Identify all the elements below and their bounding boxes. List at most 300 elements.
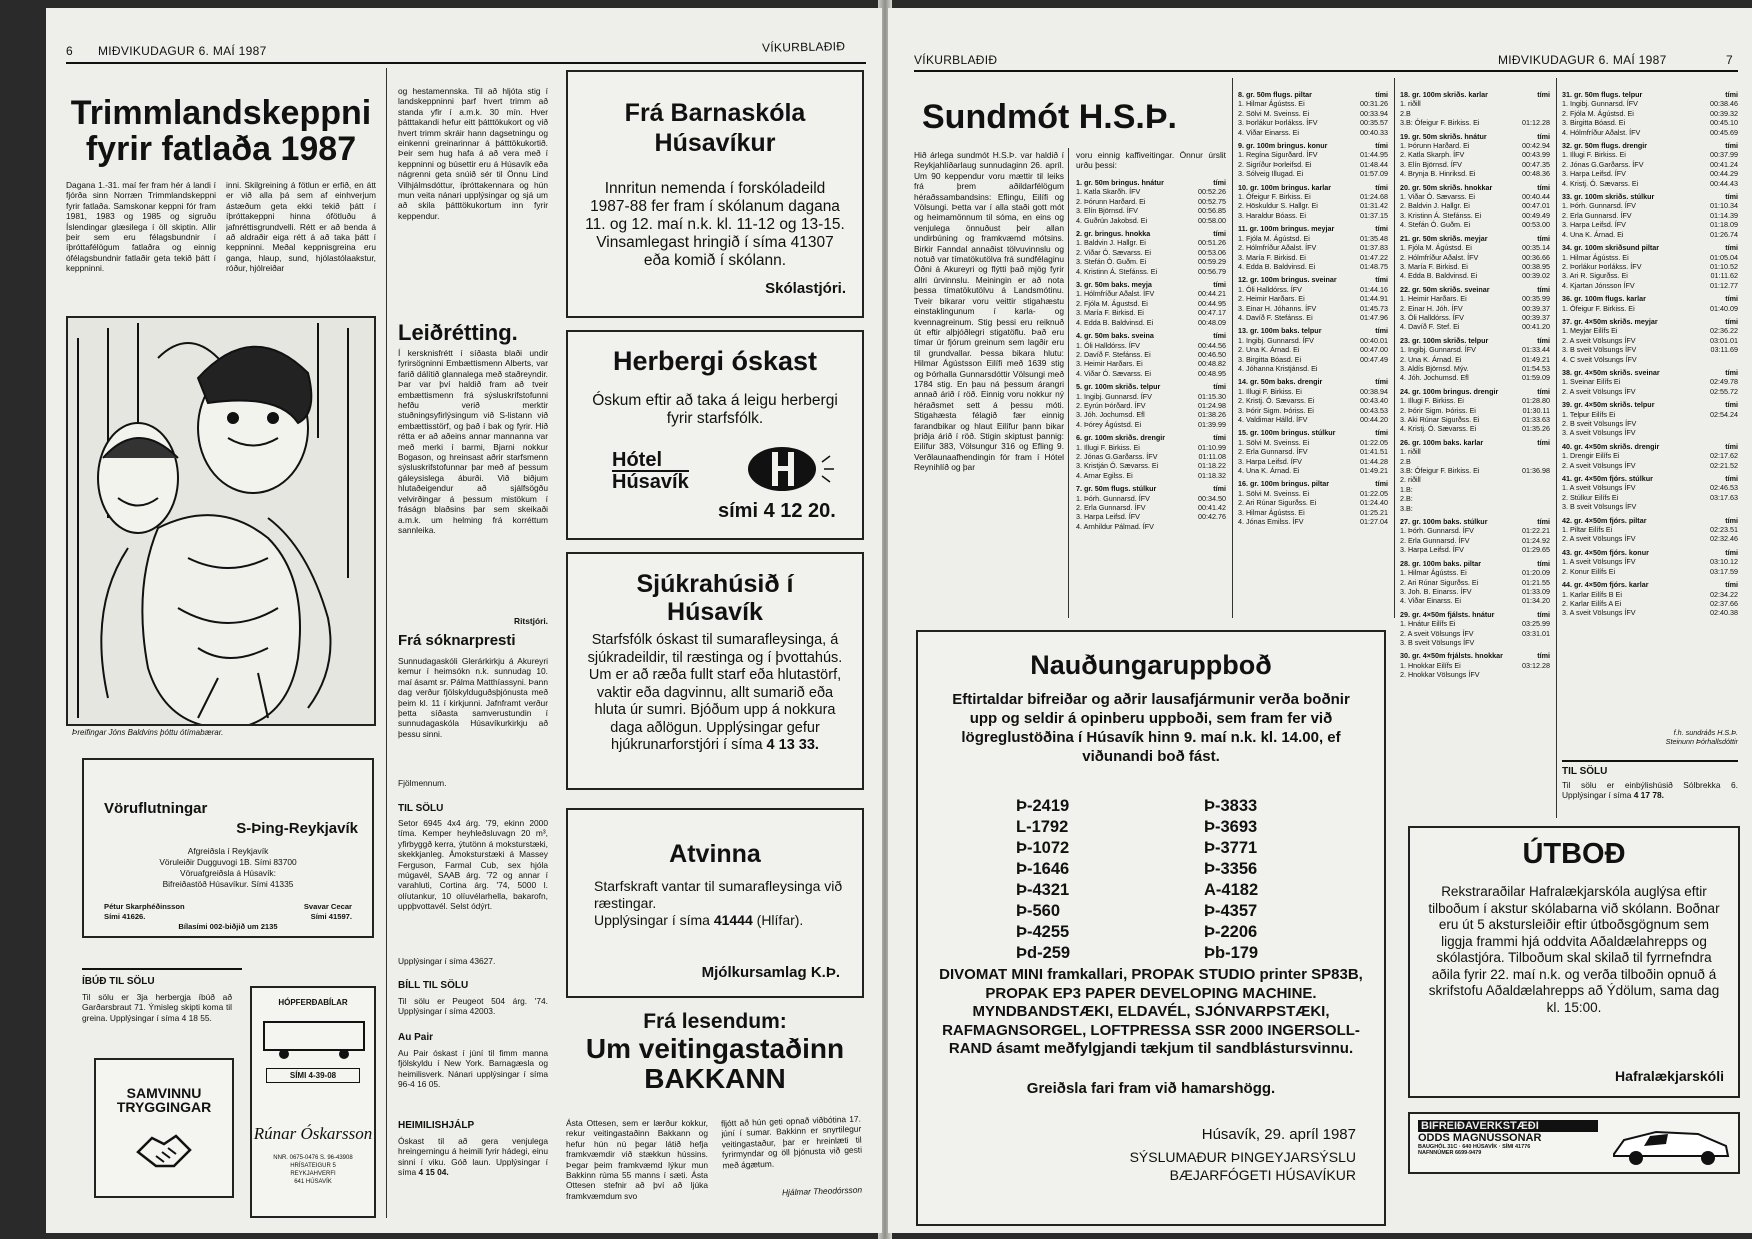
result-time: 01:18.32 — [1198, 470, 1226, 480]
result-event-unit: tími — [1213, 178, 1226, 187]
result-time: 00:44.29 — [1710, 169, 1738, 179]
result-row — [1562, 230, 1738, 239]
result-event — [1400, 90, 1550, 128]
result-swimmer: 2. Hólmfríður Aðalst. ÍFV — [1238, 243, 1317, 253]
result-row — [1400, 294, 1550, 303]
voruflutningar-right-name: Svavar Cecar — [303, 902, 352, 911]
atvinna-contact-a: Upplýsingar í síma — [594, 912, 714, 928]
result-swimmer: 2. Ari Rúnar Sigurðss. Ei — [1238, 498, 1317, 508]
result-event-unit: tími — [1725, 141, 1738, 151]
result-row — [1238, 128, 1388, 137]
result-event-unit: tími — [1375, 275, 1388, 285]
result-event-name: 24. gr. 100m bringus. drengir — [1400, 386, 1499, 396]
result-row — [1400, 345, 1550, 354]
result-event-name: 16. gr. 100m bringus. piltar — [1238, 479, 1330, 489]
naudungar-sign-1: SÝSLUMAÐUR ÞINGEYJARSÝSLU — [1129, 1149, 1356, 1165]
result-swimmer: 1. Illugi F. Birkiss. Ei — [1238, 386, 1302, 396]
result-time: 01:12.28 — [1522, 118, 1550, 128]
result-event-header — [1562, 474, 1738, 483]
result-swimmer: 1. Ingibj. Gunnarsd. ÍFV — [1238, 335, 1314, 345]
result-row — [1238, 169, 1388, 178]
result-swimmer: 2. A sveit Völsungs ÍFV — [1562, 386, 1636, 396]
result-event-name: 30. gr. 4×50m frjálsts. hnokkar — [1400, 651, 1503, 661]
result-swimmer: 3. Harpa Leifsd. ÍFV — [1076, 512, 1140, 522]
result-swimmer: 1. Karlar Eilífs B Ei — [1562, 589, 1622, 599]
result-row — [1400, 304, 1550, 313]
result-swimmer: 1. Hilmar Ágústss. Ei — [1400, 568, 1467, 578]
result-swimmer: 1. Illugi F. Birkiss. Ei — [1076, 442, 1140, 452]
result-time: 01:28.80 — [1522, 396, 1550, 406]
leidretting-body: Í kersknisfrétt í síðasta blaði undir fyrirsögninni Embættismenn Alberts, var farið dálítið glannalega með staðreyndir. Þar var því haldið fram að tveir embættismenn frá sýsluskrifstofunni hefðu verið merktir stuðningsyfirlýsingum við S-listann við embættisstörf, og það í bak og fyrir. Hið rétta er að aðeins annar mannanna var með merki í barmi, Bjarni nokkur Bogason, og hreinsast aðrir starfsmenn sýsluskrifstofunnar þar með af þessum gáleysislega áburði. Við biðjum hlutaðeigendur að sjálfsögðu velvirðingar á þessum mistökum í fráságn blaðsins þar sem skeikaði a.m.k. um helming frá korréttum sannleika. — [398, 348, 548, 535]
result-time: 00:58.00 — [1198, 215, 1226, 225]
result-swimmer: 1. Fjóla M. Ágústsd. Ei — [1400, 243, 1472, 253]
result-time: 03:11.69 — [1710, 345, 1738, 355]
result-time: 00:43.99 — [1522, 150, 1550, 160]
result-row — [1076, 341, 1226, 350]
result-swimmer: 2. Hnokkar Völsungs ÍFV — [1400, 670, 1480, 680]
result-row — [1400, 406, 1550, 415]
result-row — [1238, 243, 1388, 252]
result-event-unit: tími — [1725, 367, 1738, 377]
result-event-name: 41. gr. 4×50m fjórs. stúlkur — [1562, 474, 1653, 484]
result-time: 00:31.26 — [1360, 99, 1388, 109]
right-col-divider-3 — [1394, 78, 1395, 618]
result-swimmer: 2. Erla Gunnarsd. ÍFV — [1562, 210, 1632, 220]
result-time: 00:40.33 — [1360, 127, 1388, 137]
result-swimmer: 4. Davíð F. Stef. Ei — [1400, 322, 1460, 332]
result-event-header — [1562, 141, 1738, 150]
result-swimmer: 2. A sveit Völsungs ÍFV — [1400, 628, 1474, 638]
result-swimmer: 2. Hólmfríður Aðalst. ÍFV — [1400, 252, 1479, 262]
result-time: 01:37.83 — [1360, 243, 1388, 253]
result-swimmer: 2.B: — [1400, 494, 1413, 504]
result-row — [1400, 629, 1550, 638]
result-swimmer: 3. Haraldur Bóass. Ei — [1238, 210, 1306, 220]
result-event-header — [1238, 141, 1388, 150]
result-time: 00:46.50 — [1198, 349, 1226, 359]
result-time: 00:39.37 — [1522, 303, 1550, 313]
ibud-body: Til sölu er 3ja herbergja íbúð að Garðarsbraut 71. Ýmisleg skipti koma til greina. Upplýsingar í síma 4 18 55. — [82, 992, 232, 1023]
result-row — [1076, 471, 1226, 480]
result-time: 01:44.28 — [1360, 456, 1388, 466]
result-event-header — [1400, 559, 1550, 568]
naudungar-sign-2: BÆJARFÓGETI HÚSAVÍKUR — [1169, 1167, 1356, 1183]
result-swimmer: 1. Fjóla M. Ágústsd. Ei — [1238, 233, 1310, 243]
result-event-header — [1562, 243, 1738, 252]
results-column-2 — [1238, 86, 1388, 526]
result-event — [1238, 183, 1388, 221]
result-time: 00:39.32 — [1710, 108, 1738, 118]
result-event-unit: tími — [1537, 90, 1550, 99]
bill-til-solu-body: Til sölu er Peugeot 504 árg. '74. Upplýsingar í síma 42003. — [398, 996, 548, 1017]
result-row — [1562, 355, 1738, 364]
result-time: 00:40.01 — [1360, 335, 1388, 345]
result-time: 03:10.12 — [1710, 557, 1738, 567]
result-swimmer: 2. Þorlákur Þorlákss. ÍFV — [1562, 261, 1642, 271]
result-time: 00:51.26 — [1198, 238, 1226, 248]
result-event-unit: tími — [1213, 382, 1226, 392]
result-event-name: 33. gr. 100m skriðs. stúlkur — [1562, 192, 1655, 202]
cartoon-drawing — [68, 318, 374, 724]
result-swimmer: 1. Katla Skarðh. ÍFV — [1076, 187, 1141, 197]
result-row — [1238, 285, 1388, 294]
result-event-header — [1238, 90, 1388, 99]
result-row — [1238, 160, 1388, 169]
result-event-header — [1238, 377, 1388, 386]
result-row — [1400, 670, 1550, 679]
result-row — [1076, 512, 1226, 521]
result-time: 00:44.95 — [1198, 298, 1226, 308]
result-time: 00:42.94 — [1522, 141, 1550, 151]
result-swimmer: 2. Heimir Harðars. Ei — [1238, 294, 1305, 304]
voruflutningar-left-contact — [104, 902, 185, 921]
result-time: 00:48.95 — [1198, 368, 1226, 378]
til-solu-2-text: Til sölu er einbýlishúsið Sólbrekka 6. Upplýsingar í síma — [1562, 780, 1738, 801]
result-swimmer: 3. B sveit Völsungs ÍFV — [1562, 502, 1637, 512]
result-row — [1400, 118, 1550, 127]
result-swimmer: 2. Una K. Árnad. Ei — [1238, 345, 1300, 355]
result-event-header — [1076, 382, 1226, 391]
result-event-unit: tími — [1537, 558, 1550, 568]
result-time: 02:46.53 — [1710, 483, 1738, 493]
result-event-unit: tími — [1537, 386, 1550, 396]
result-event-header — [1400, 387, 1550, 396]
result-event-unit: tími — [1537, 182, 1550, 192]
result-time: 01:35.26 — [1522, 424, 1550, 434]
result-event-name: 27. gr. 100m baks. stúlkur — [1400, 517, 1488, 527]
result-swimmer: 2. Jónas G.Garðarss. ÍFV — [1562, 159, 1644, 169]
herbergi-title: Herbergi óskast — [612, 346, 818, 376]
bifreida-ad — [1408, 1112, 1740, 1174]
result-time: 00:38.46 — [1710, 99, 1738, 109]
result-row — [1400, 545, 1550, 554]
sokn-title: Frá sóknarpresti — [398, 632, 516, 649]
result-time: 01:33.63 — [1522, 415, 1550, 424]
result-event-name: 43. gr. 4×50m fjórs. konur — [1562, 547, 1649, 557]
result-row — [1238, 304, 1388, 313]
result-swimmer: 3. Birgitta Bóasd. Ei — [1562, 118, 1626, 128]
naudungar-plates-left — [1016, 796, 1070, 964]
result-event — [1400, 517, 1550, 555]
result-swimmer: 1. Hnokkar Eilífs Ei — [1400, 660, 1461, 670]
result-time: 00:56.85 — [1198, 206, 1226, 216]
result-swimmer: 3. Heimir Harðars. Ei — [1076, 359, 1143, 369]
result-row — [1400, 661, 1550, 670]
runar-addr3: 641 HÚSAVÍK — [294, 1179, 332, 1185]
result-swimmer: 2. Þórir Sigm. Þóriss. Ei — [1400, 405, 1476, 415]
result-event-unit: tími — [1375, 141, 1388, 151]
result-event — [1400, 285, 1550, 332]
result-row — [1076, 350, 1226, 359]
result-event — [1400, 610, 1550, 648]
result-swimmer: 1. Drengir Eilífs Ei — [1562, 451, 1620, 461]
result-swimmer: 1. Telpur Eilífs Ei — [1562, 409, 1616, 419]
result-event-name: 44. gr. 4×50m fjórs. karlar — [1562, 580, 1649, 590]
result-swimmer: 1. Ófeigur F. Birkiss. Ei — [1562, 303, 1635, 313]
result-row — [1562, 483, 1738, 492]
result-time: 01:11.08 — [1198, 451, 1226, 461]
result-swimmer: 3. Þorlákur Þorlákss. ÍFV — [1238, 118, 1318, 128]
result-event-unit: tími — [1537, 517, 1550, 527]
lesendum-kicker: Frá lesendum: — [643, 1010, 787, 1033]
til-solu-2-body — [1562, 780, 1738, 801]
result-time: 01:47.22 — [1360, 252, 1388, 262]
result-event-header — [1562, 294, 1738, 303]
result-time: 00:35.14 — [1522, 243, 1550, 253]
result-swimmer: 1. Sveinar Eilífs Ei — [1562, 377, 1621, 387]
car-icon — [1610, 1122, 1734, 1168]
result-event-name: 8. gr. 50m flugs. piltar — [1238, 90, 1312, 99]
result-row — [1562, 525, 1738, 534]
plate-number: Þ-4255 — [1016, 923, 1070, 941]
result-time: 01:12.77 — [1710, 280, 1738, 290]
result-event-name: 29. gr. 4×50m fjálsts. hnátur — [1400, 609, 1495, 619]
result-row — [1076, 257, 1226, 266]
result-event-name: 12. gr. 100m bringus. sveinar — [1238, 275, 1337, 285]
bifreida-text — [1418, 1120, 1598, 1156]
result-row — [1238, 313, 1388, 322]
sjukrahus-body — [582, 632, 848, 755]
result-row — [1076, 197, 1226, 206]
runar-address — [252, 1154, 374, 1186]
hotel-logo-icon — [744, 444, 836, 494]
result-row — [1238, 498, 1388, 507]
plate-number: Þ-3356 — [1204, 860, 1258, 878]
ibud-title: ÍBÚÐ TIL SÖLU — [82, 976, 155, 987]
voruflutningar-left-phone: Sími 41626. — [104, 911, 146, 921]
result-event-header — [1562, 548, 1738, 557]
result-swimmer: 2. Stúlkur Eilífs Ei — [1562, 492, 1619, 502]
result-time: 01:22.05 — [1360, 488, 1388, 498]
voruflutningar-info — [84, 846, 372, 890]
naudungar-plates-right — [1204, 796, 1258, 964]
result-event-unit: tími — [1725, 580, 1738, 590]
result-event-name: 21. gr. 50m skriðs. meyjar — [1400, 233, 1488, 243]
result-swimmer: 4. Hólmfríður Aðalst. ÍFV — [1562, 127, 1641, 137]
result-time: 01:24.40 — [1360, 498, 1388, 508]
result-swimmer: 1. A sveit Völsungs ÍFV — [1562, 557, 1636, 567]
result-row — [1238, 387, 1388, 396]
result-time: 00:41.24 — [1710, 159, 1738, 169]
result-swimmer: 2. Karlar Eilífs A Ei — [1562, 598, 1622, 608]
result-row — [1238, 396, 1388, 405]
result-row — [1076, 187, 1226, 196]
samvinnu-line2: TRYGGINGAR — [116, 1099, 212, 1115]
trimm-body-col2: inni. Skilgreining á fötlun er erfið, en átt er við alla þá sem af einhverjum ástæðum geta ekki tekið þátt í íþróttakeppni hinna ófötluðu á jafnréttisgrundvelli. Rétt er að benda á að aldraðir eiga rétt á að taka þátt í keppninni. Meðal keppnisgreina eru ganga, hlaup, sund, hjólastólaakstur, róður, hjólreiðar — [226, 180, 376, 274]
right-page — [888, 8, 1752, 1233]
result-event-unit: tími — [1725, 400, 1738, 410]
result-row — [1562, 377, 1738, 386]
herbergi-phone: sími 4 12 20. — [718, 500, 836, 522]
result-row — [1562, 608, 1738, 617]
result-event-unit: tími — [1375, 377, 1388, 387]
bill-til-solu-title: BÍLL TIL SÖLU — [398, 980, 469, 991]
result-event-header — [1400, 285, 1550, 294]
result-swimmer: 3. Joh. B. Einarss. ÍFV — [1400, 586, 1472, 596]
results-column-1 — [1076, 174, 1226, 531]
result-row — [1562, 534, 1738, 543]
result-time: 01:22.05 — [1360, 437, 1388, 447]
result-time: 01:39.99 — [1198, 419, 1226, 429]
result-event-header — [1400, 610, 1550, 619]
results-signature — [1562, 728, 1738, 746]
bifreida-line3: BAUGHÓL 31C · 640 HÚSAVÍK · SÍMI 41776 — [1418, 1144, 1531, 1150]
plate-number: A-4182 — [1204, 881, 1259, 899]
result-time: 02:21.52 — [1710, 460, 1738, 470]
result-row — [1238, 355, 1388, 364]
result-event — [1076, 382, 1226, 429]
result-row — [1400, 169, 1550, 178]
result-event-unit: tími — [1375, 224, 1388, 234]
result-row — [1400, 457, 1550, 466]
result-row — [1238, 345, 1388, 354]
result-swimmer: 3. Þórir Sigm. Þóriss. Ei — [1238, 405, 1314, 415]
result-time: 02:17.62 — [1710, 451, 1738, 461]
bifreida-line1: BIFREIÐAVERKSTÆÐI — [1418, 1120, 1598, 1132]
result-swimmer: 2. Sölvi M. Sveinss. Ei — [1238, 108, 1310, 118]
result-time: 03:01.01 — [1710, 335, 1738, 345]
result-event — [1562, 400, 1738, 438]
runar-ad — [250, 986, 376, 1218]
result-row — [1400, 596, 1550, 605]
result-event — [1400, 183, 1550, 230]
result-swimmer: 4. Edda B. Baldvinsd. Ei — [1238, 261, 1316, 271]
result-event-header — [1562, 516, 1738, 525]
right-header-date: MIÐVIKUDAGUR 6. MAÍ 1987 — [1498, 53, 1667, 67]
result-event-name: 10. gr. 100m bringus. karlar — [1238, 182, 1332, 192]
result-swimmer: 2. A sveit Völsungs ÍFV — [1562, 460, 1636, 470]
result-row — [1400, 504, 1550, 513]
result-time: 00:48.09 — [1198, 317, 1226, 327]
result-event-name: 28. gr. 100m baks. piltar — [1400, 558, 1482, 568]
result-row — [1238, 466, 1388, 475]
result-row — [1562, 326, 1738, 335]
result-swimmer: 1. Þórh. Gunnarsd. ÍFV — [1076, 493, 1150, 503]
result-time: 01:44.95 — [1360, 150, 1388, 160]
result-event — [1562, 580, 1738, 618]
result-time: 03:31.01 — [1522, 628, 1550, 638]
result-swimmer: 4. Viðar Einarss. Ei — [1238, 127, 1299, 137]
result-event-name: 40. gr. 4×50m skriðs. drengir — [1562, 441, 1660, 451]
result-event — [1400, 234, 1550, 281]
result-swimmer: 4. Kristj. Ó. Sævarss. Ei — [1400, 424, 1477, 434]
result-event-unit: tími — [1213, 331, 1226, 341]
result-swimmer: 4. Una K. Árnad. Ei — [1238, 466, 1300, 476]
voruflutningar-ad — [82, 758, 374, 938]
result-swimmer: 3. Ari R. Sigurðss. Ei — [1562, 271, 1628, 281]
result-swimmer: 4. Jóh. Jochumsd. Efl — [1400, 373, 1469, 383]
result-row — [1238, 253, 1388, 262]
result-time: 00:59.29 — [1198, 257, 1226, 267]
result-row — [1076, 216, 1226, 225]
result-swimmer: 1. riðill — [1400, 447, 1421, 457]
result-time: 01:35.48 — [1360, 233, 1388, 243]
result-swimmer: 4. Jóhanna Kristjánsd. Ei — [1238, 363, 1318, 373]
result-swimmer: 4. Edda B. Baldvinsd. Ei — [1076, 317, 1154, 327]
result-swimmer: 3. Einar H. Jóhanns. ÍFV — [1238, 303, 1317, 313]
result-row — [1562, 169, 1738, 178]
plate-number: Þ-560 — [1016, 902, 1061, 920]
result-event-name: 20. gr. 50m skriðs. hnokkar — [1400, 182, 1493, 192]
result-time: 01:24.92 — [1522, 535, 1550, 545]
result-event-header — [1562, 368, 1738, 377]
result-time: 02:37.66 — [1710, 598, 1738, 608]
voruflutningar-subtitle: S-Þing-Reykjavík — [236, 820, 358, 837]
naudungar-intro: Eftirtaldar bifreiðar og aðrir lausafjármunir verða boðnir upp og seldir á opinberu uppboði, sem fram fer við lögreglustöðina í Húsavík hinn 9. maí n.k. kl. 14.00, ef viðunandi boð fást. — [952, 691, 1350, 765]
result-row — [1562, 419, 1738, 428]
result-row — [1076, 206, 1226, 215]
result-time: 03:12.28 — [1522, 660, 1550, 670]
result-event — [1400, 651, 1550, 679]
result-row — [1238, 262, 1388, 271]
result-time: 01:11.62 — [1710, 271, 1738, 281]
result-time: 02:49.78 — [1710, 377, 1738, 387]
sjukrahus-title — [568, 570, 862, 626]
runar-label: HÓPFERÐABÍLAR — [278, 998, 348, 1007]
naudungar-signature — [1130, 1148, 1356, 1184]
atvinna-contact-phone: 41444 — [713, 912, 753, 928]
result-row — [1076, 420, 1226, 429]
result-event — [1238, 326, 1388, 373]
utbod-sign: Hafralækjarskóli — [1615, 1068, 1724, 1084]
result-event — [1562, 90, 1738, 137]
result-swimmer: 1. Hilmar Ágústss. Ei — [1562, 252, 1629, 262]
result-time: 01:54.53 — [1522, 363, 1550, 373]
sokn-body: Sunnudagaskóli Glerárkirkju á Akureyri kemur í heimsókn n.k. sunnudag 10. maí ásamt sr. Pálma Matthíassyni. Þann dag verður fjölskylduguðsþjónusta með þeim kl. 11 í kirkjunni. Jafnframt verður þetta síðasta samverustundin í sunnudagaskóla Húsavíkurkirkju að þessu sinni. — [398, 656, 548, 739]
result-time: 01:48.44 — [1360, 159, 1388, 169]
result-time: 01:33.09 — [1522, 586, 1550, 596]
barnaskola-body: Innritun nemenda í forskóladeild 1987-88 fer fram í skólanum dagana 11. og 12. maí n.k. kl. 11-12 og 13-15. Vinsamlegast hringið í síma 41307 eða komið í skólann. — [585, 180, 845, 269]
result-event-unit: tími — [1725, 515, 1738, 525]
result-row — [1562, 304, 1738, 313]
result-event — [1400, 387, 1550, 434]
result-time: 01:24.68 — [1360, 192, 1388, 202]
result-event-header — [1238, 428, 1388, 437]
result-swimmer: 2. Erla Gunnarsd. ÍFV — [1238, 447, 1308, 457]
result-swimmer: 1. riðill — [1400, 99, 1421, 109]
trimm-headline — [66, 96, 376, 168]
result-event-header — [1562, 442, 1738, 451]
result-swimmer: 4. Valdimar Hálld. ÍFV — [1238, 415, 1308, 424]
result-swimmer: 1. Illugi F. Birkiss. Ei — [1562, 150, 1626, 160]
results-sign-1: f.h. sundráðs H.S.Þ. — [1673, 728, 1738, 737]
result-event — [1076, 178, 1226, 225]
naudungar-title: Nauðungaruppboð — [1030, 650, 1272, 680]
atvinna-title: Atvinna — [669, 840, 761, 868]
result-swimmer: 1. Hólmfríður Aðalst. ÍFV — [1076, 289, 1155, 299]
right-page-number: 7 — [1726, 53, 1733, 67]
sundmot-body-col1: Hið árlega sundmót H.S.Þ. var haldið í Reykjahlíðarlaug sunnudaginn 26. apríl. Um 90 keppendur voru mættir til leiks frá þrem aðildarfélögum héraðssambandsins: Eflingu, Eilífi og Völsungi. Þetta var í alla staði gott mót og heimamönnum til sóma, en eins og venjulega önnuðust þeir allan undirbúning og framkvæmd mótsins. Birkir Fanndal annaðist tölvuvinnslu og notuð var tímatökutölva frá sundfélaginu Óðni á Akureyri og flýtti það mjög fyrir allri úrvinnslu. Meiningin er að nota þessa tímatökutölvu á Landsmótinu. Tveir bikarar voru veittir stigahæstu einstaklingunum í karla- og kvennagreinum. Stig þessi eru reiknuð út eftir alþjóðlegri stigatöflu. Það eru tímar úr fjórum greinum sem lagðir eru til grundvallar. Þessa bikara hlutu: Hilmar Ágústsson Eilífi með 1639 stig og Þórhalla Gunnarsdóttir Völsungi með 1784 stig. En þau ná þessum árangri annað árið í röð. Einnig voru nokkur ný héraðsmet sett á þessu móti. Stigahæsta félagið fær einnig farandbikar og hlaut Eilífur þann bikar þriðja árið í röð. Stigin skiptust þannig: Eilífur 383, Völsungur 316 og Efling 9. Verðlaunaafhendingin fór fram í Hótel Reynihlíð og þar — [914, 150, 1064, 473]
naudungar-note: Greiðsla fari fram við hamarshögg. — [1026, 1080, 1276, 1097]
result-swimmer: 4. Stefán Ó. Guðm. Ei — [1400, 220, 1471, 230]
result-event-name: 36. gr. 100m flugs. karlar — [1562, 294, 1646, 304]
result-row — [1400, 160, 1550, 169]
result-time: 01:15.30 — [1198, 391, 1226, 401]
result-event-name: 19. gr. 50m skriðs. hnátur — [1400, 131, 1487, 141]
result-time: 03:17.63 — [1710, 492, 1738, 502]
result-row — [1238, 118, 1388, 127]
result-swimmer: 2. Davíð F. Stefánss. Ei — [1076, 349, 1151, 359]
result-time: 00:45.10 — [1710, 118, 1738, 128]
samvinnu-text — [96, 1086, 232, 1114]
result-event-unit: tími — [1213, 433, 1226, 443]
au-pair-title: Au Pair — [398, 1032, 434, 1043]
result-time: 00:52.75 — [1198, 196, 1226, 206]
voruflutningar-right-phone: Sími 41597. — [310, 911, 352, 921]
result-time: 00:48.36 — [1522, 169, 1550, 179]
leidretting-title: Leiðrétting. — [398, 320, 518, 345]
result-time: 02:34.22 — [1710, 589, 1738, 599]
